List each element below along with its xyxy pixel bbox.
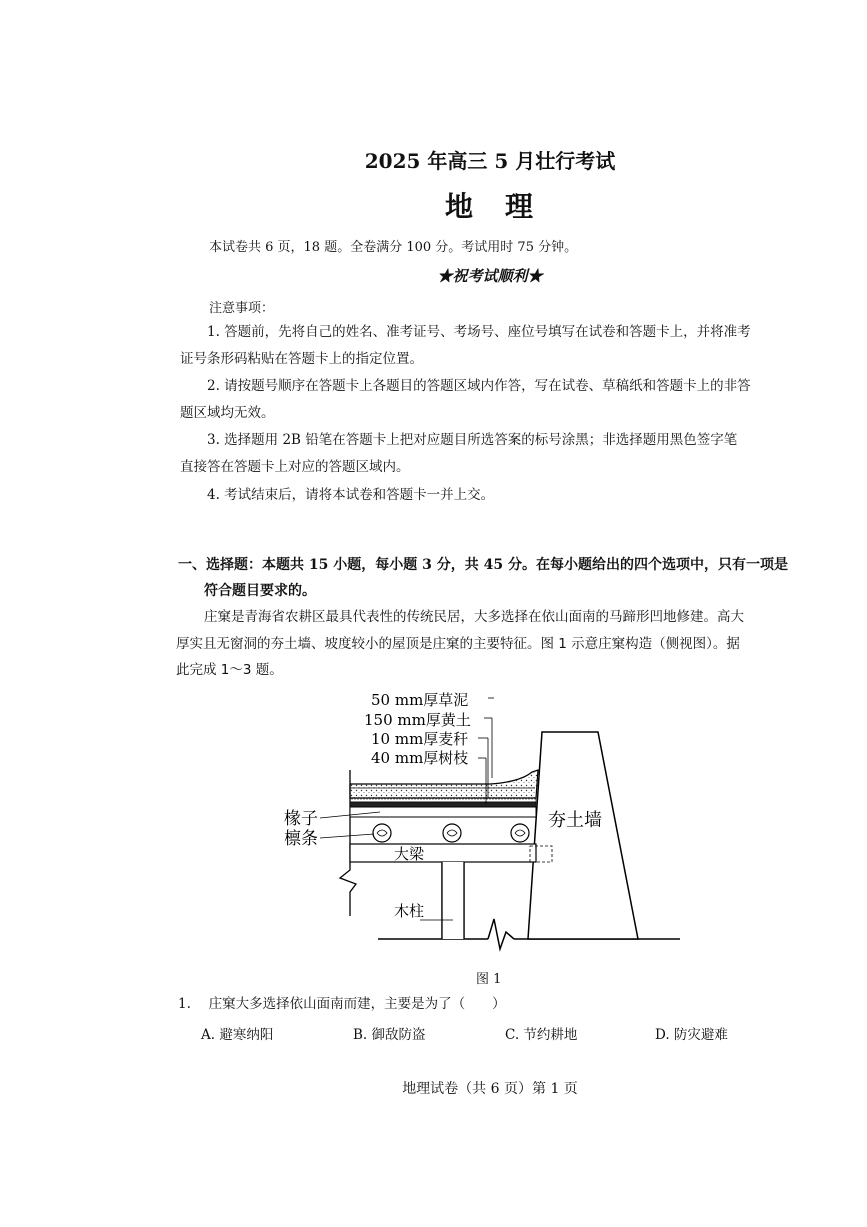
zhuangke-structure-diagram <box>270 684 690 964</box>
label-wall: 夯土墙 <box>548 810 602 831</box>
label-rafter: 椽子 <box>284 809 318 829</box>
notice-item-1-line2: 证号条形码粘贴在答题卡上的指定位置。 <box>180 351 423 367</box>
label-mud-layer: 50 mm厚草泥 <box>371 691 469 709</box>
roof-mud-loess-layer <box>350 770 538 798</box>
notice-item-3-line1: 3. 选择题用 2B 铅笔在答题卡上把对应题目所选答案的标号涂黑；非选择题用黑色签字笔 <box>207 432 738 448</box>
roof-straw-layer <box>350 798 536 802</box>
question-1-option-d: D. 防灾避难 <box>655 1027 728 1043</box>
question-1-stem: 1. 庄窠大多选择依山面南而建，主要是为了（ ） <box>178 996 506 1012</box>
blessing-banner: ★祝考试顺利★ <box>437 267 543 285</box>
label-column: 木柱 <box>394 902 425 920</box>
label-straw-layer: 10 mm厚麦秆 <box>371 730 469 748</box>
purlin-3 <box>511 824 529 842</box>
notice-item-1-line1: 1. 答题前，先将自己的姓名、准考证号、考场号、座位号填写在试卷和答题卡上，并将准考 <box>207 324 751 340</box>
material-line3: 此完成 1～3 题。 <box>176 662 283 678</box>
section-heading-line2: 符合题目要求的。 <box>204 583 316 599</box>
label-branch-layer: 40 mm厚树枝 <box>371 749 469 767</box>
rammed-earth-wall <box>528 732 638 939</box>
material-line2: 厚实且无窗洞的夯土墙、坡度较小的屋顶是庄窠的主要特征。图 1 示意庄窠构造（侧视图）。据 <box>176 636 740 652</box>
subject-title: 地 理 <box>444 190 535 223</box>
material-line1: 庄窠是青海省农耕区最具代表性的传统民居，大多选择在依山面南的马蹄形凹地修建。高大 <box>204 609 744 625</box>
section-heading-line1: 一、选择题：本题共 15 小题，每小题 3 分，共 45 分。在每小题给出的四个选项中，只有一项是 <box>178 557 788 573</box>
purlin-2 <box>443 824 461 842</box>
exam-title: 2025 年高三 5 月壮行考试 <box>364 149 616 173</box>
notice-item-3-line2: 直接答在答题卡上对应的答题区域内。 <box>180 459 410 475</box>
question-1-option-a: A. 避寒纳阳 <box>201 1027 274 1043</box>
label-loess-layer: 150 mm厚黄土 <box>364 711 471 729</box>
exam-intro: 本试卷共 6 页，18 题。全卷满分 100 分。考试用时 75 分钟。 <box>209 240 578 255</box>
main-beam <box>350 844 536 862</box>
figure-caption: 图 1 <box>476 972 502 987</box>
notice-title: 注意事项： <box>209 301 275 316</box>
label-purlin: 檩条 <box>284 829 318 849</box>
roof-branch-layer <box>350 802 536 807</box>
wooden-column <box>442 862 464 939</box>
purlin-1 <box>373 824 391 842</box>
notice-item-2-line2: 题区域均无效。 <box>180 405 275 421</box>
notice-item-4-line1: 4. 考试结束后，请将本试卷和答题卡一并上交。 <box>207 487 495 503</box>
question-1-option-c: C. 节约耕地 <box>505 1027 578 1043</box>
page-footer: 地理试卷（共 6 页）第 1 页 <box>402 1081 578 1097</box>
ground-break-mark <box>488 919 514 949</box>
notice-item-2-line1: 2. 请按题号顺序在答题卡上各题目的答题区域内作答，写在试卷、草稿纸和答题卡上的非答 <box>207 378 751 394</box>
question-1-option-b: B. 御敌防盗 <box>353 1027 426 1043</box>
label-beam: 大梁 <box>394 845 425 863</box>
